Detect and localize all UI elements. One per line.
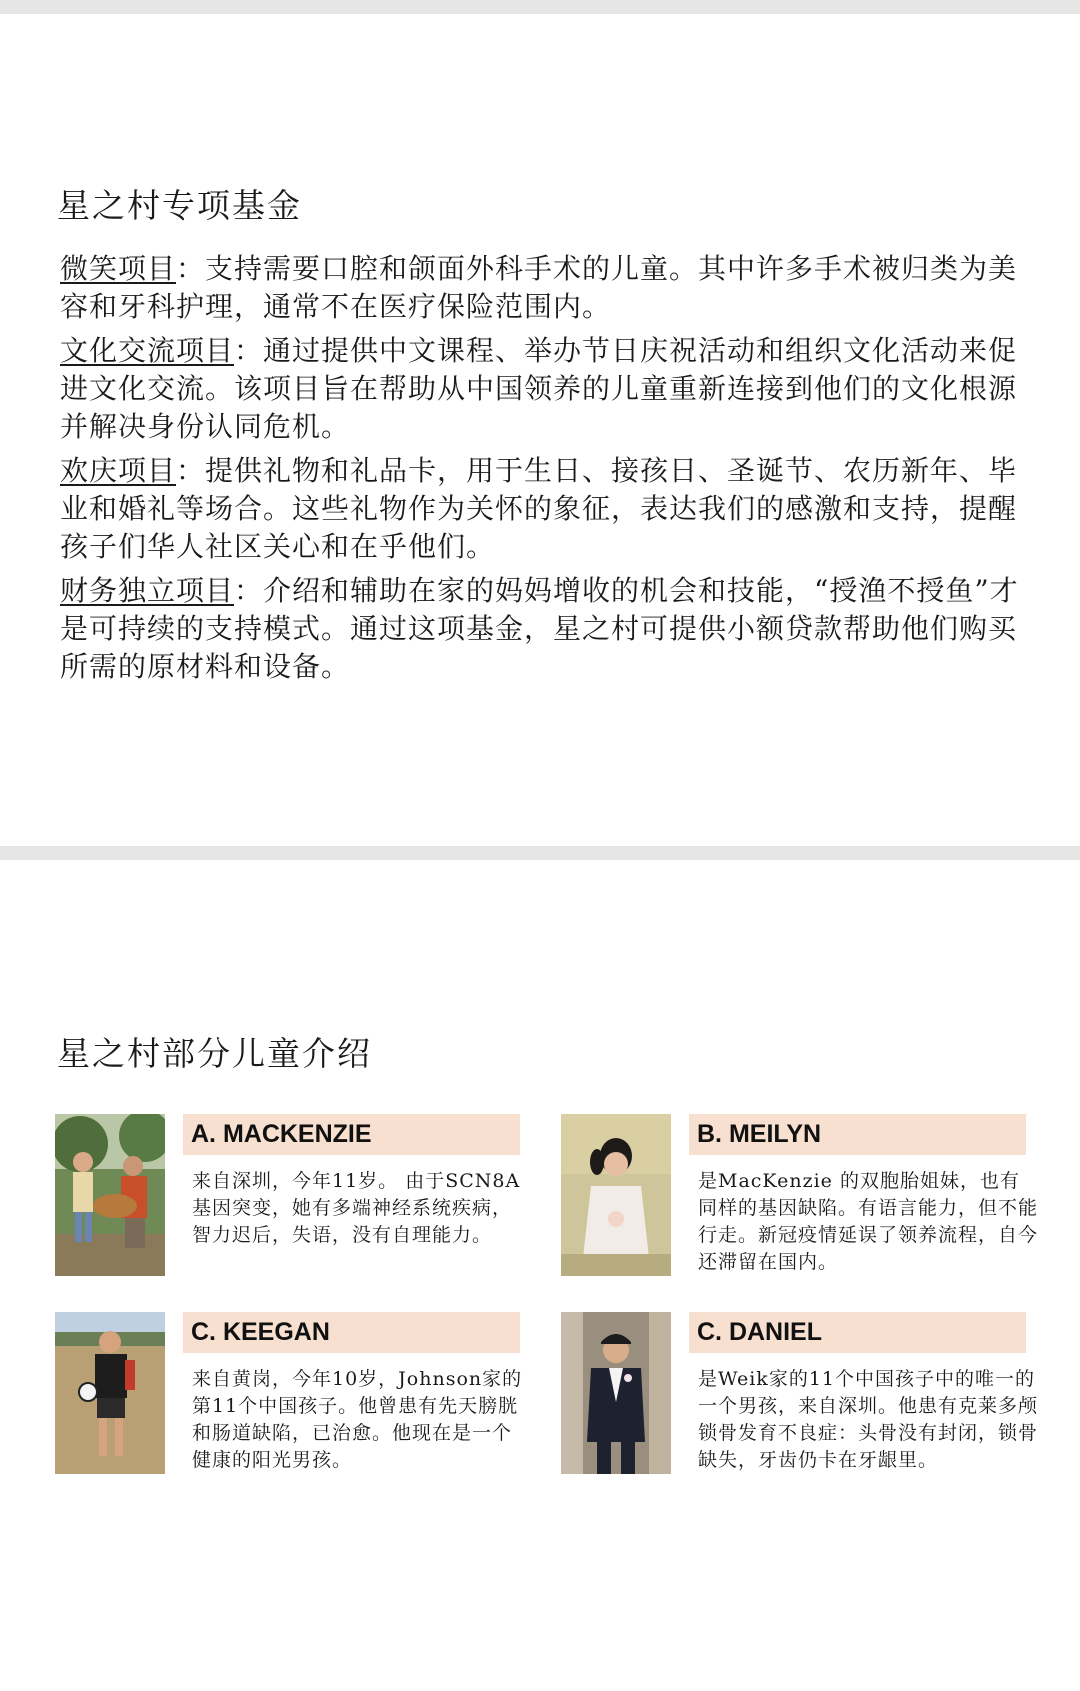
child-card-mackenzie — [55, 1114, 545, 1289]
child-photo — [55, 1114, 165, 1276]
slide-funds — [0, 14, 1080, 846]
child-photo — [561, 1312, 671, 1474]
project-item: 文化交流项目：通过提供中文课程、举办节日庆祝活动和组织文化活动来促进文化交流。该项目旨在帮助从中国领养的儿童重新连接到他们的文化根源并解决身份认同危机。 — [60, 334, 1018, 443]
project-desc: 提供礼物和礼品卡，用于生日、接孩日、圣诞节、农历新年、毕业和婚礼等场合。这些礼物作为关怀的象征，表达我们的感激和支持，提醒孩子们华人社区关心和在乎他们。 — [60, 454, 1018, 563]
project-desc: 介绍和辅助在家的妈妈增收的机会和技能，“授渔不授鱼”才是可持续的支持模式。通过这项基金，星之村可提供小额贷款帮助他们购买所需的原材料和设备。 — [60, 574, 1019, 683]
child-name: A. MACKENZIE — [183, 1114, 520, 1155]
child-photo — [561, 1114, 671, 1276]
project-desc: 通过提供中文课程、举办节日庆祝活动和组织文化活动来促进文化交流。该项目旨在帮助从中国领养的儿童重新连接到他们的文化根源并解决身份认同危机。 — [60, 334, 1018, 443]
project-name: 文化交流项目 — [60, 334, 235, 367]
slide-children — [0, 860, 1080, 1691]
child-card-keegan — [55, 1312, 545, 1487]
project-item: 微笑项目：支持需要口腔和颌面外科手术的儿童。其中许多手术被归类为美容和牙科护理，通常不在医疗保险范围内。 — [60, 252, 1018, 323]
child-bio: 是Weik家的11个中国孩子中的唯一的一个男孩，来自深圳。他患有克莱多颅锁骨发育不良症：头骨没有封闭，锁骨缺失，牙齿仍卡在牙龈里。 — [698, 1368, 1039, 1471]
child-bio: 来自深圳，今年11岁。 由于SCN8A基因突变，她有多端神经系统疾病，智力迟后，失语，没有自理能力。 — [192, 1170, 521, 1246]
child-name: C. DANIEL — [689, 1312, 1026, 1353]
project-name: 财务独立项目 — [60, 574, 235, 607]
project-item: 欢庆项目：提供礼物和礼品卡，用于生日、接孩日、圣诞节、农历新年、毕业和婚礼等场合。这些礼物作为关怀的象征，表达我们的感激和支持，提醒孩子们华人社区关心和在乎他们。 — [60, 454, 1018, 563]
project-list — [60, 250, 1020, 692]
child-card-daniel — [561, 1312, 1051, 1487]
project-name: 微笑项目 — [60, 252, 177, 285]
child-name: B. MEILYN — [689, 1114, 1026, 1155]
child-bio: 是MacKenzie 的双胞胎姐妹，也有同样的基因缺陷。有语言能力，但不能行走。新冠疫情延误了领养流程，自今还滞留在国内。 — [698, 1170, 1039, 1273]
child-bio: 来自黄岗，今年10岁，Johnson家的第11个中国孩子。他曾患有先天膀胱和肠道缺陷，已治愈。他现在是一个健康的阳光男孩。 — [192, 1368, 523, 1471]
children-title: 星之村部分儿童介绍 — [57, 1034, 372, 1073]
child-card-meilyn — [561, 1114, 1051, 1289]
project-item: 财务独立项目：介绍和辅助在家的妈妈增收的机会和技能，“授渔不授鱼”才是可持续的支持模式。通过这项基金，星之村可提供小额贷款帮助他们购买所需的原材料和设备。 — [60, 574, 1019, 683]
project-name: 欢庆项目 — [60, 454, 177, 487]
funds-title: 星之村专项基金 — [57, 186, 302, 225]
child-photo — [55, 1312, 165, 1474]
project-desc: 支持需要口腔和颌面外科手术的儿童。其中许多手术被归类为美容和牙科护理，通常不在医疗保险范围内。 — [60, 252, 1018, 323]
child-name: C. KEEGAN — [183, 1312, 520, 1353]
